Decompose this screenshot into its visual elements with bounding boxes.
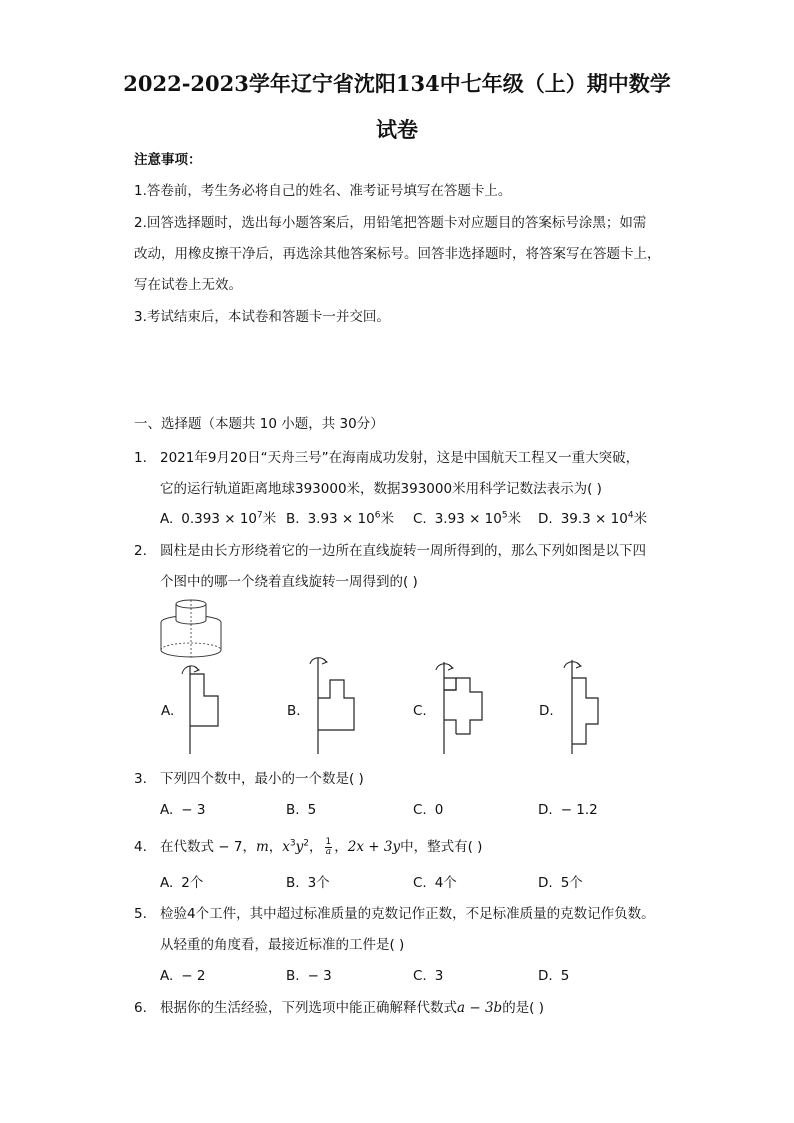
- q2-option-a-figure: [180, 660, 230, 756]
- q2-option-c-figure: [432, 660, 488, 756]
- q1-option-a: A. $0.393 \times 10^7$米: [160, 510, 277, 527]
- q2-option-b-figure: [308, 656, 358, 756]
- q4-option-b: B. 3个: [286, 875, 330, 891]
- q3-option-b: B. 5: [286, 802, 317, 818]
- question-number-6: 6.: [134, 1000, 147, 1016]
- question-number-2: 2.: [134, 543, 147, 559]
- notice-heading: 注意事项：: [134, 152, 202, 168]
- q4-option-d: D. 5个: [538, 875, 583, 891]
- question-2-line2: 个图中的哪一个绕着直线旋转一周得到的( ): [160, 574, 418, 590]
- page-title-line2: 试卷: [376, 117, 418, 142]
- q5-option-b: B. − 3: [286, 968, 332, 984]
- q2-option-a-label: A.: [161, 703, 175, 719]
- stacked-cylinder-figure: [158, 598, 224, 662]
- q2-option-d-figure: [562, 658, 612, 756]
- q1-option-c: C. $3.93 \times 10^5$米: [413, 510, 522, 527]
- notice-item-2: 2.回答选择题时，选出每小题答案后，用铅笔把答题卡对应题目的答案标号涂黑；如需: [134, 215, 647, 231]
- notice-item-1: 1.答卷前，考生务必将自己的姓名、准考证号填写在答题卡上。: [134, 183, 512, 199]
- q2-option-c-label: C.: [413, 703, 427, 719]
- section-heading: 一、选择题（本题共 10 小题，共 30分）: [134, 416, 384, 432]
- question-number-3: 3.: [134, 771, 147, 787]
- q5-option-c: C. 3: [413, 968, 444, 984]
- q3-option-c: C. 0: [413, 802, 444, 818]
- question-2-line1: 圆柱是由长方形绕着它的一边所在直线旋转一周所得到的，那么下列如图是以下四: [160, 543, 646, 559]
- q5-option-d: D. 5: [538, 968, 570, 984]
- q4-option-c: C. 4个: [413, 875, 457, 891]
- q3-option-a: A. − 3: [160, 802, 206, 818]
- q2-option-b-label: B.: [287, 703, 301, 719]
- question-1-line1: 2021年9月20日“天舟三号”在海南成功发射，这是中国航天工程又一重大突破，: [160, 450, 640, 466]
- question-number-5: 5.: [134, 906, 147, 922]
- notice-item-2-cont2: 写在试卷上无效。: [134, 277, 242, 293]
- q4-option-a: A. 2个: [160, 875, 204, 891]
- question-number-1: 1.: [134, 450, 147, 466]
- q1-option-b: B. $3.93 \times 10^6$米: [286, 510, 394, 527]
- question-4-line1: 在代数式 − 7，m，$x^3y^2$， $\frac{1}{a}$ ，2x + 3y中，整式有( ): [160, 836, 483, 857]
- question-5-line1: 检验4个工件，其中超过标准质量的克数记作正数，不足标准质量的克数记作负数。: [160, 906, 655, 922]
- q2-option-d-label: D.: [539, 703, 554, 719]
- question-6-line1: 根据你的生活经验，下列选项中能正确解释代数式a − 3b的是( ): [160, 1000, 545, 1016]
- question-1-line2: 它的运行轨道距离地球393000米，数据393000米用科学记数法表示为( ): [160, 481, 602, 497]
- q5-option-a: A. − 2: [160, 968, 206, 984]
- page-title-line1: 2022-2023学年辽宁省沈阳134中七年级（上）期中数学: [123, 71, 671, 96]
- q3-option-d: D. − 1.2: [538, 802, 598, 818]
- notice-item-2-cont: 改动，用橡皮擦干净后，再选涂其他答案标号。回答非选择题时，将答案写在答题卡上，: [134, 246, 661, 262]
- question-5-line2: 从轻重的角度看，最接近标准的工件是( ): [160, 937, 405, 953]
- question-3-line1: 下列四个数中，最小的一个数是( ): [160, 771, 364, 787]
- q1-option-d: D. $39.3 \times 10^4$米: [538, 510, 648, 527]
- question-number-4: 4.: [134, 839, 147, 855]
- notice-item-3: 3.考试结束后，本试卷和答题卡一并交回。: [134, 309, 390, 325]
